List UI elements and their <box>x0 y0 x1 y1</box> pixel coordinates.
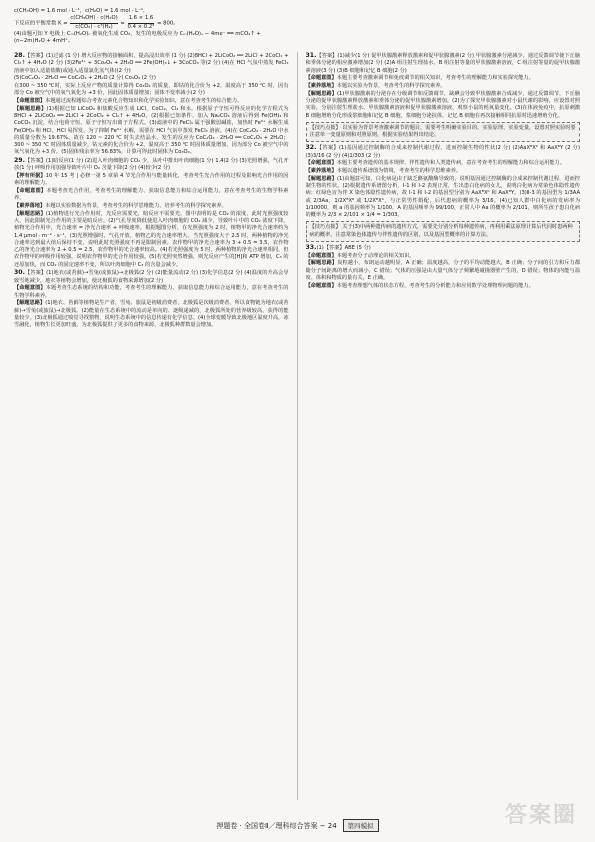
question-answer <box>306 244 581 252</box>
explanation-paragraph <box>14 106 289 157</box>
paragraph-text: (1)根据已知 LiCoO₂ 和盐酸反应生成 LiCl，CoCl₂，Cl₂ 和水，根据原子守恒可得反应的化学方程式为 8HCl + 2LiCoO₂ ══ 2LiCl + 2CoCl₂ + Cl₂↑ + 4H₂O。(2)根据已知条件，加入 Na₂CO₃ 溶液后得到 Fe(OH)₃ 和 CoCO₃ 沉淀，结合电荷守恒、原子守恒写出离子方程式。(3)滤液中的 FeCl₃ 属于强酸弱碱盐，加热时 Fe³⁺ 水解生成 Fe(OH)₃ 和 HCl，HCl 易挥发，为了抑制 Fe³⁺ 水解，需要在 HCl 气氛中蒸发 FeCl₃ 溶液。(4)在 CoC₂O₄ · 2H₂O 中水的质量分数为 19.67%，故在 120 ~ 220 ℃ 时失去结晶水，发生的反应为 CoC₂O₄ · 2H₂O ══ CoC₂O₄ + 2H₂O；300 ~ 350 ℃ 时固体质量减少，钴元素的化合价为 +2，温度高于 350 ℃ 时固体质量增加，因为部分 Co 被空气中的氧气氧化为 +3 价。(5)固体残余率为 56.83%，计算可得此时固体为 Co₃O₄。 <box>14 105 289 156</box>
explanation-paragraph <box>14 98 289 105</box>
top-fragment <box>14 8 284 45</box>
paragraph-text: 【答案】(1)过滤 (1 分) 增大反应物的接触面积，提高浸出效率 (1 分) (2)8HCl + 2LiCoO₂ ══ 2LiCl + 2CoCl₂ + Cl₂↑ + 4H₂O (2 分) (3)2Fe³⁺ + 3Co₂O₃ + 2H₂O ══ 2Fe(OH)₃↓ + 3CoCO₃ 等(2 分) (4)在 HCl 气氛中蒸发 FeCl₃ 溶液中加入适量盐酸(或通入适量氯化氢气体)(2 分) <box>14 53 289 74</box>
paragraph-text: 本题考查生态系统的结构和功能，考查考生的理解能力、获取信息能力和综合运用能力，意在考查考生的生物学科素养。 <box>14 285 289 299</box>
section-tag: 【解题思路】 <box>305 90 337 97</box>
paragraph-text: 在300 ~ 350 ℃时，实际上反应产物的质量计算得 Co₃O₄ 的质量，即钴的化合价为 +2，温度高于 350 ℃ 时，因有部分 Co 被空气中的氧气氧化为 +3 价，因此固体质量增加；固体不变率减小(2 分) <box>14 83 289 97</box>
right-column <box>306 52 581 800</box>
paragraph-text: 本题考查理想气体的状态方程，考查考生的分析能力和应用数学处理物理问题的能力。 <box>336 282 534 289</box>
question-answer <box>14 157 289 173</box>
question-answer <box>14 52 289 75</box>
explanation-paragraph <box>306 83 581 90</box>
question-number: 33. <box>305 243 317 251</box>
explanation-paragraph <box>306 160 581 167</box>
section-tag: 【命题意图】 <box>14 188 47 194</box>
section-tag: 【命题意图】 <box>305 282 337 289</box>
explanation-paragraph <box>306 260 581 282</box>
paragraph-text: 本题以遗传系谱图为情境，考查考生的科学思维素养。 <box>336 168 462 174</box>
top-line-2: 下反应的平衡常数 K = $\frac{\text{c(CH₃OH) · c(H₂O)}}{\text{c(CO₂) · c³(H₂)}}$ = $\frac{1.6 \times 1.6}{\text{0.4 × 0.2³}}$ = 800。 <box>14 15 179 30</box>
paragraph-text: (1)植物进行光合作用时，光反应需要光，暗反应不需要光。图中表明的是 CO₂ 的浓度，此时光照强度较大，因此限制光合作用的主要是暗反应。(2)气孔导度降低使进入叶肉细胞的 CO₂ 减少，导致叶片中的 CO₂ 浓度下降。植物光合作用中，光合速率 = 净光合速率 + 呼吸速率。根据题图分析，在光照强度为 2 时，植物甲的净光合速率约为 1.4 μmol · m⁻² · s⁻¹。(3)光照增强时，气孔开放，植物乙的光合速率增大。当光照强度大于 2.5 时，两种植物的净光合速率达到最大值后保持不变，说明此时光照强度不再是限制因素，农作物甲的净光合速率为 3 + 0.5 = 3.5，农作物乙的净光合速率为 2 + 0.5 = 2.5，农作物甲的光合速率较高。(4)若光照强度为 5 时，两种植物的净光合速率相同，但农作物甲的呼吸作用较强，说明农作物甲的光合作用较强。(5)若光照突然增强，则光反应产生的[H]和 ATP 增加，C₃ 的还原加快，而 CO₂ 的固定速率不变，所以叶肉细胞中 C₃ 的含量会减少。 <box>14 210 289 268</box>
paragraph-text: 10 年 15 考 | 必修一第 5 章第 4 节光合作用与能量转化，考查考生光合作用的过程及影响光合作用的因素的理解能力。 <box>14 173 289 187</box>
question-answer <box>306 144 581 160</box>
paragraph-text: 【答案】(1)暗反应(1 分) (2)进入叶肉细胞的 CO₂ 少，从叶中排出叶肉细胞(1 分) 1.4(2 分) (3)光照增强，气孔开放(1 分) 呼吸作用加强导致叶片中 O₂ 含量下降(2 分) (4)较少(2 分) <box>14 158 289 172</box>
paragraph-text: 本题考查分子动理论的相关知识。 <box>336 252 415 259</box>
question-number: 31. <box>305 52 317 59</box>
section-tag: 【押有所据】 <box>14 173 46 179</box>
section-tag: 【命题意图】 <box>14 98 46 104</box>
paragraph-text: 本题以实验为背景，考查考生的科学探究素养。 <box>336 83 446 89</box>
watermark-logo: 答案圈 <box>504 803 577 828</box>
explanation-paragraph <box>14 173 289 188</box>
paragraph-text: 【答案】(1)地衣(或苔藓)→雪兔(或旅鼠)→北极狐(2 分) (2)能量流动(2 分) (3)化学信息(2 分) (4)温度的升高会导致雪地减少，地衣等植物会增加，使北极狐的食物来源增加(2 分) <box>14 270 289 284</box>
paragraph-text: 本题通过流程题综合考查元素化合物知识和化学实验知识，意在考查考生的综合能力。 <box>45 98 243 104</box>
explanation-paragraph <box>306 176 581 220</box>
answer-page <box>14 52 580 800</box>
paragraph-text: 本题主要考查遗传的基本规律、伴性遗传和人类遗传病，意在考查考生的理解能力和综合运用能力。 <box>336 160 565 167</box>
explanation-paragraph <box>14 300 289 329</box>
question-number: 30. <box>14 269 25 277</box>
question-number: 32. <box>305 144 317 152</box>
paragraph-text: (1)由题意可知，白化病是由于缺乏酪氨酸酶导致的，说明基因通过控制酶的合成来控制代谢过程，进而控制生物的性状。(2)根据遗传系谱图分析，Ⅰ-1 和 Ⅰ-2 表现正常，生出患白化病的女儿，说明白化病为常染色体隐性遗传病；红绿色盲为伴 X 染色体隐性遗传病，故 Ⅰ-1 和 Ⅰ-2 的基因型分别为 AaXᴮXᵇ 和 AaXᴮY。(3)Ⅱ-3 的基因型为 1/3AA 或 2/3Aa，1/2XᴮXᴮ 或 1/2XᴮXᵇ，与正常男性婚配，后代患病的概率为 3/16。(4)已知人群中白化病的发病率为 1/10000，则 a 的基因频率为 1/100，A 的基因频率为 99/100，正常人中 Aa 的概率为 2/101，则所生孩子患白化病的概率为 2/3 × 2/101 × 1/4 = 1/303。 <box>305 175 581 218</box>
top-line-1: c(CH₃OH) = 1.6 mol · L⁻¹，c(H₂O) = 1.6 mol · L⁻¹， <box>14 8 149 14</box>
explanation-paragraph <box>14 75 289 82</box>
paragraph-text: (5)CoC₂O₄ · 2H₂O ══ CoC₂O₄ + 2H₂O (2 分) Co₃O₄ (2 分) <box>14 75 156 82</box>
section-tag: 【素养落地】 <box>305 83 337 89</box>
explanation-paragraph <box>14 285 289 300</box>
paragraph-text: 本题考查光合作用，考查考生的理解能力、获取信息能力和综合运用能力，意在考查考生的生物学科素养。 <box>14 188 289 202</box>
question-answer <box>14 269 289 285</box>
section-tag: 【命题意图】 <box>305 252 337 259</box>
section-tag: 【解题思路】 <box>14 105 47 112</box>
explanation-paragraph <box>14 211 289 269</box>
section-tag: 【解题思路】 <box>14 300 46 307</box>
top-line-3: (4)由题可知 Y 电极上 Cₘ(H₂O)ₙ 被氧化生成 CO₂，发生的电极反应为 Cₘ(H₂O)ₙ − 4me⁻ ══ mCO₂↑ + (n−2m)H₂O + 4mH⁺。 <box>14 30 261 45</box>
explanation-paragraph <box>14 188 289 203</box>
tip-box: 【技巧点拨】 关于(3)中两种遗传病的遗传方式，需要先分别分析每种遗传病，再利用乘法原理计算后代同时患两种病的概率，注意常染色体遗传与伴性遗传的区别，以及基因型概率的计算方法。 <box>306 221 581 242</box>
column-divider <box>297 52 298 800</box>
paragraph-text: (1)【答案】ABE (5 分) <box>316 244 371 251</box>
explanation-paragraph <box>306 283 581 290</box>
section-tag: 【命题意图】 <box>14 285 46 292</box>
explanation-paragraph <box>14 203 289 210</box>
explanation-paragraph <box>14 83 289 98</box>
section-tag: 【解题思路】 <box>14 210 46 217</box>
question-number: 29. <box>14 157 25 164</box>
explanation-paragraph <box>306 91 581 120</box>
tip-box: 【技巧点拨】 以实验为背景考查激素调节的题目，需要考生明确实验目的、实验原理、实验变量，设置对照实验时要注意单一变量原则和对照原则，根据实验结果得出结论。 <box>306 122 581 143</box>
footer-text: 押题卷 · 全国卷Ⅱ／理科综合答案 − 24 <box>216 821 337 830</box>
fraction-k: $\frac{\text{c(CH₃OH) · c(H₂O)}}{\text{c(CO₂) · c³(H₂)}}$ <box>70 15 118 30</box>
section-tag: 【命题意图】 <box>305 75 337 82</box>
question-answer <box>306 52 581 75</box>
explanation-paragraph <box>306 253 581 260</box>
paragraph-text: 本题以实验数据为背景，考查考生的科学思维能力，培养考生的科学探究素养。 <box>45 203 227 209</box>
section-tag: 【解题思路】 <box>305 175 337 182</box>
section-tag: 【素养落地】 <box>305 168 337 174</box>
explanation-paragraph <box>306 75 581 82</box>
left-column <box>14 52 289 800</box>
section-tag: 【解题思路】 <box>305 260 338 267</box>
question-number: 28. <box>14 52 25 59</box>
footer-badge: 第四模拟 <box>343 819 379 832</box>
paragraph-text: 【答案】(1)基因通过控制酶的合成来控制代谢过程，进而控制生物的性状(2 分) (2)AaXᴮXᵇ 和 AaXᴮY (2 分) (3)3/16 (2 分) (4)1/303 (2 分) <box>305 145 581 159</box>
paragraph-text: 本题主要考查激素调节和免疫调节的相关知识，考查考生的理解能力和实验探究能力。 <box>336 75 534 82</box>
paragraph-text: (1)地衣、苔藓等植物是生产者，雪兔、旅鼠是初级消费者，北极狐是次级消费者，所以食物链为地衣(或苔藓)→雪兔(或旅鼠)→北极狐。(2)能量在生态系统中的流动是单向的、逐级递减的，北极狐所处的营养级较高，获得的能量较少。(3)北极狐通过嗅觉寻找猎物，说明生态系统中的信息传递有化学信息。(4)全球变暖导致北极地区温度升高，冰雪融化，植物生长更加旺盛，为北极狐提供了更多的食物来源，北极狐种群数量会增加。 <box>14 300 289 328</box>
paragraph-text: (1)甲状腺激素的分泌存在分级调节和反馈调节，缺碘会导致甲状腺激素合成减少，通过反馈调节，下丘脑分泌的促甲状腺激素释放激素和垂体分泌的促甲状腺激素增加。(2)为了探究甲状腺激素对小鼠代谢的影响，应设置对照实验，分别注射生理盐水、甲状腺激素溶液和促甲状腺激素溶液，观察小鼠的耗氧量变化。(3)在体液免疫中，抗原刺激 B 细胞增殖分化形成浆细胞和记忆 B 细胞，浆细胞分泌抗体，记忆 B 细胞在再次接触相同抗原时迅速增殖分化。 <box>305 90 581 119</box>
paragraph-text: 炭粒越小，布朗运动越明显，A 正确；温度越高，分子的平均动能越大，B 正确；分子间的引力和斥力都随分子间距离的增大而减小，C 错误；气体的压强是由大量气体分子频繁地碰撞器壁产生的，D 错误；物体的内能与温度、体积和物质的量有关，E 正确。 <box>305 260 581 281</box>
section-tag: 【素养落地】 <box>14 203 46 209</box>
explanation-paragraph <box>306 168 581 175</box>
paragraph-text: 【答案】(1)减少(1 分) 促甲状腺激素释放激素和促甲状腺激素(2 分) 甲状腺激素分泌减少，通过反馈调节使下丘脑和垂体分泌的相应激素增加(2 分) (2)A 组注射生理盐水，B 组注射等量的甲状腺激素溶液，C 组注射等量的促甲状腺激素溶液(3 分) (3)B 细胞和记忆 B 细胞(2 分) <box>305 53 581 74</box>
section-tag: 【命题意图】 <box>305 160 337 167</box>
fraction-values: $\frac{1.6 \times 1.6}{\text{0.4 × 0.2³}}$ <box>127 15 155 30</box>
